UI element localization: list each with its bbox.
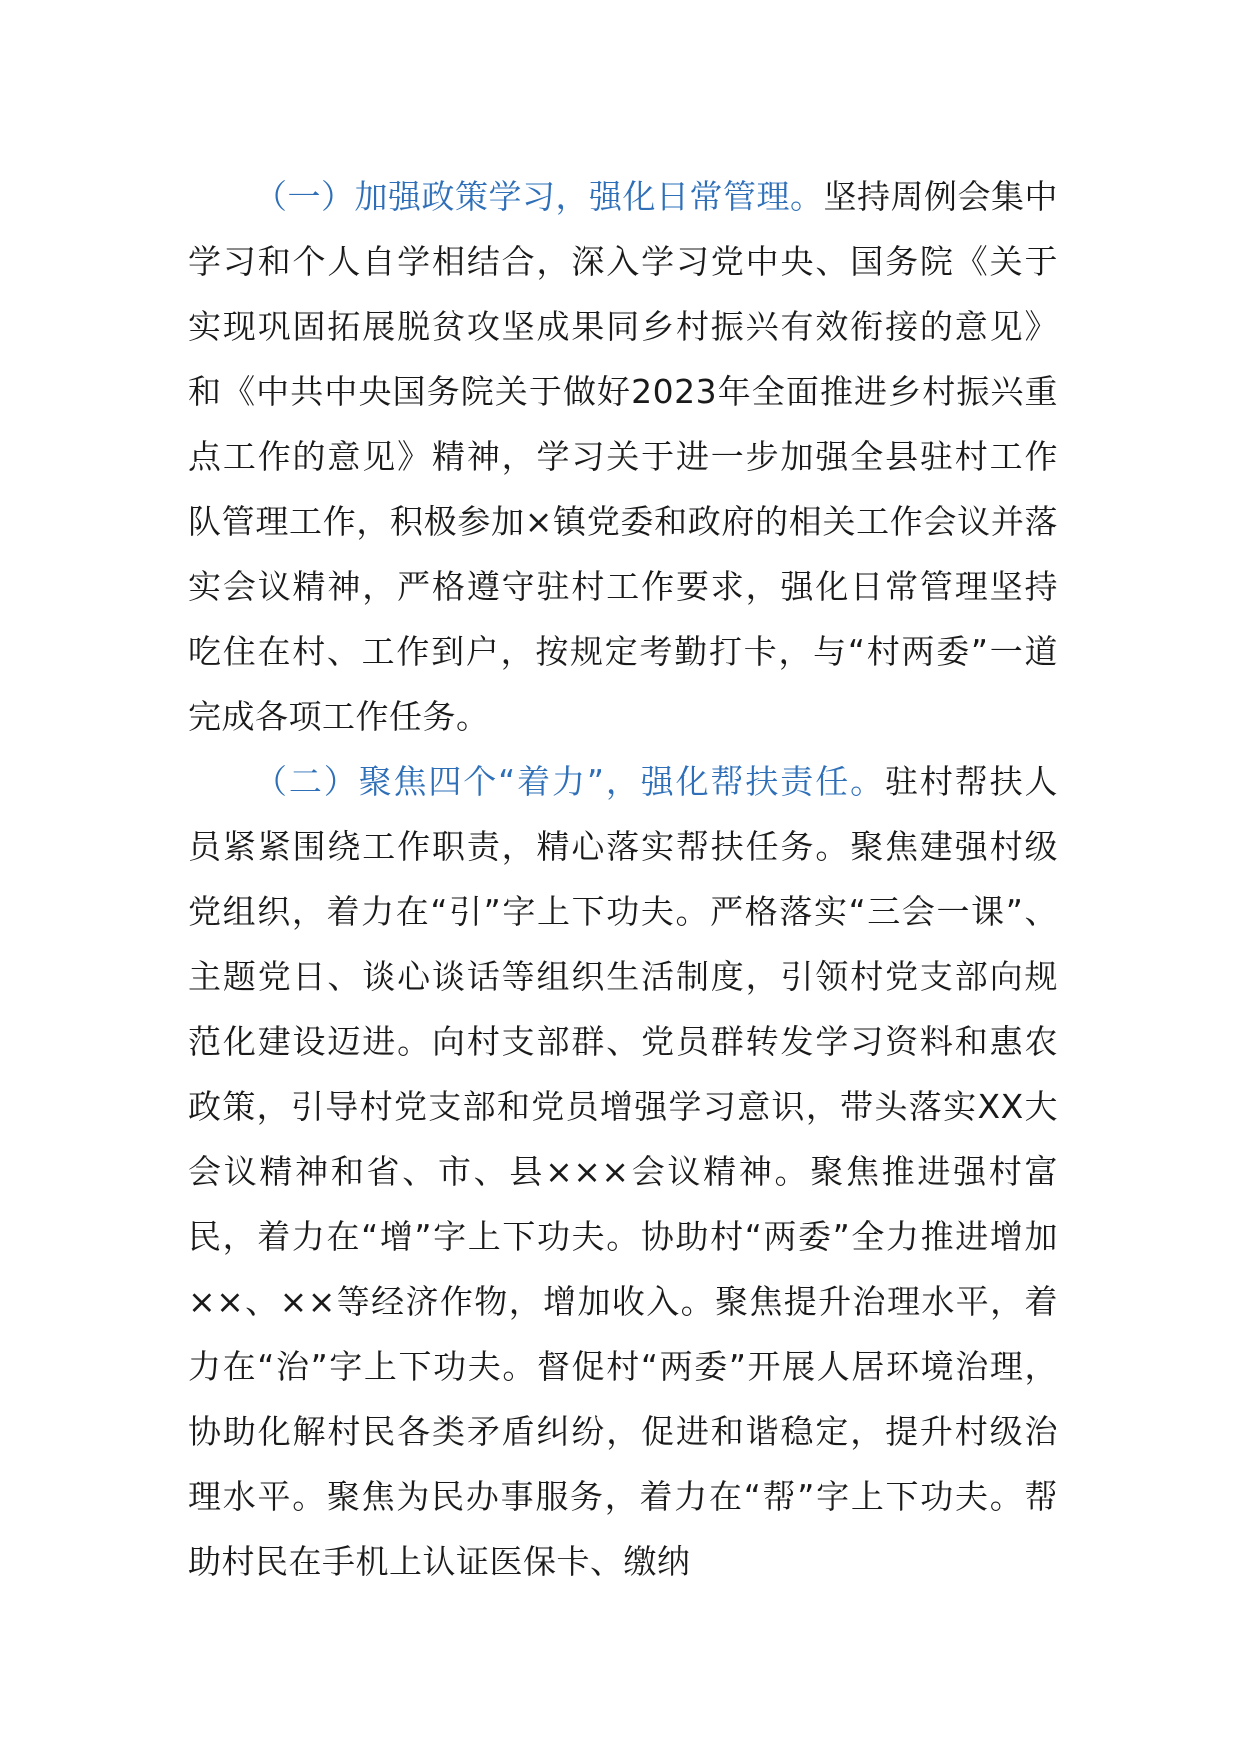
section-body-1: 坚持周例会集中学习和个人自学相结合，深入学习党中央、国务院《关于实现巩固拓展脱贫攻坚成果同乡村振兴有效衔接的意见》和《中共中央国务院关于做好2023年全面推进乡村振兴重点工作的意见》精神，学习关于进一步加强全县驻村工作队管理工作，积极参加×镇党委和政府的相关工作会议并落实会议精神，严格遵守驻村工作要求，强化日常管理坚持吃住在村、工作到户，按规定考勤打卡，与“村两委”一道完成各项工作任务。 <box>188 177 1058 736</box>
paragraph-policy-study <box>188 164 1058 749</box>
section-heading-2: （二）聚焦四个“着力”，强化帮扶责任。 <box>254 762 885 801</box>
section-heading-1: （一）加强政策学习，强化日常管理。 <box>254 177 824 216</box>
paragraph-four-focuses <box>188 749 1058 1594</box>
document-body <box>188 164 1058 1594</box>
section-body-2: 驻村帮扶人员紧紧围绕工作职责，精心落实帮扶任务。聚焦建强村级党组织，着力在“引”字上下功夫。严格落实“三会一课”、主题党日、谈心谈话等组织生活制度，引领村党支部向规范化建设迈进。向村支部群、党员群转发学习资料和惠农政策，引导村党支部和党员增强学习意识，带头落实XX大会议精神和省、市、县×××会议精神。聚焦推进强村富民，着力在“增”字上下功夫。协助村“两委”全力推进增加××、××等经济作物，增加收入。聚焦提升治理水平，着力在“治”字上下功夫。督促村“两委”开展人居环境治理，协助化解村民各类矛盾纠纷，促进和谐稳定，提升村级治理水平。聚焦为民办事服务，着力在“帮”字上下功夫。帮助村民在手机上认证医保卡、缴纳 <box>188 762 1058 1581</box>
